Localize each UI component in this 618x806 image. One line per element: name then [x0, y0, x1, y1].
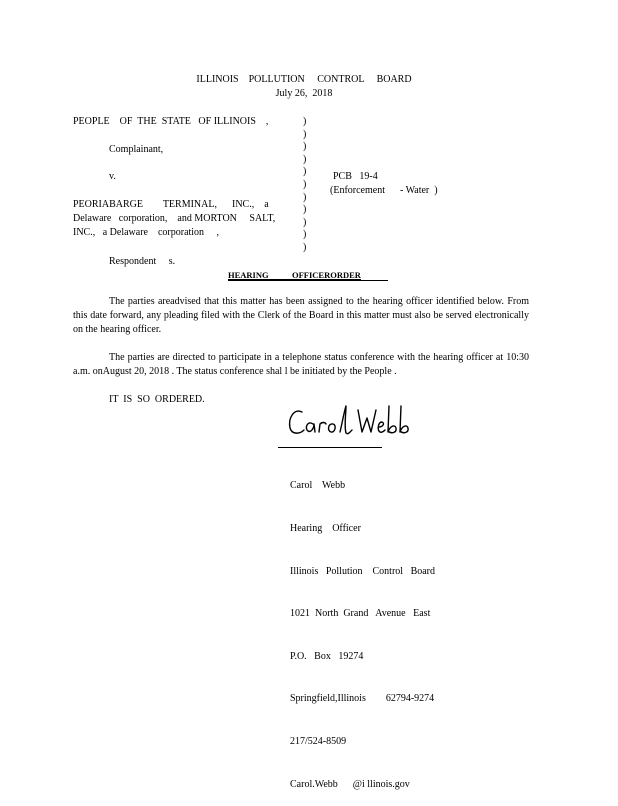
caption-paren: )	[303, 153, 307, 165]
versus-label: v.	[109, 171, 116, 182]
caption-paren: )	[303, 128, 307, 140]
order-title: HEARING OFFICERORDER	[228, 270, 361, 280]
signature-block	[290, 451, 435, 806]
signer-name: Carol Webb	[290, 480, 346, 492]
caption-parenthesis-column	[303, 116, 311, 255]
case-number: PCB 19-4	[333, 171, 378, 182]
caption-paren: )	[303, 241, 307, 253]
defendant-line-3: INC., a Delaware corporation ,	[73, 227, 220, 238]
case-type: (Enforcement - Water )	[330, 185, 438, 196]
closing-statement: IT IS SO ORDERED.	[109, 394, 205, 405]
caption-paren: )	[303, 216, 307, 228]
handwritten-signature	[286, 400, 416, 442]
agency-title: ILLINOIS POLLUTION CONTROL BOARD	[196, 74, 412, 85]
plaintiff-name: PEOPLE OF THE STATE OF ILLINOIS ,	[73, 116, 269, 127]
signer-city: Springfield,Illinois 62794-9274	[290, 693, 435, 705]
signer-phone: 217/524-8509	[290, 736, 347, 748]
complainant-label: Complainant,	[109, 144, 164, 155]
caption-paren: )	[303, 191, 307, 203]
order-title-underline	[228, 280, 388, 281]
body-paragraph-1: The parties areadvised that this matter has been assigned to the hearing officer identified below. From this date forward, any pleading filed with the Clerk of the Board in this matter must also be served electronically on the hearing officer.	[73, 296, 529, 335]
signer-po-box: P.O. Box 19274	[290, 650, 364, 662]
signer-title: Hearing Officer	[290, 523, 361, 535]
signer-agency: Illinois Pollution Control Board	[290, 565, 436, 577]
signer-email: Carol.Webb @i llinois.gov	[290, 778, 410, 790]
signer-street: 1021 North Grand Avenue East	[290, 608, 431, 620]
signature-line	[278, 447, 382, 448]
caption-paren: )	[303, 229, 307, 241]
order-date: July 26, 2018	[275, 88, 333, 99]
defendant-line-2: Delaware corporation, and MORTON SALT,	[73, 213, 276, 224]
caption-paren: )	[303, 166, 307, 178]
caption-paren: )	[303, 178, 307, 190]
caption-paren: )	[303, 204, 307, 216]
body-paragraph-2: The parties are directed to participate in a telephone status conference with the hearing officer at 10:30 a.m. onAugust 20, 2018 . The status conference shal l be initiated by the People .	[73, 352, 529, 377]
caption-paren: )	[303, 116, 307, 127]
caption-paren: )	[303, 141, 307, 153]
defendant-line-1: PEORIABARGE TERMINAL, INC., a	[73, 199, 269, 210]
respondent-label: Respondent s.	[109, 256, 176, 267]
